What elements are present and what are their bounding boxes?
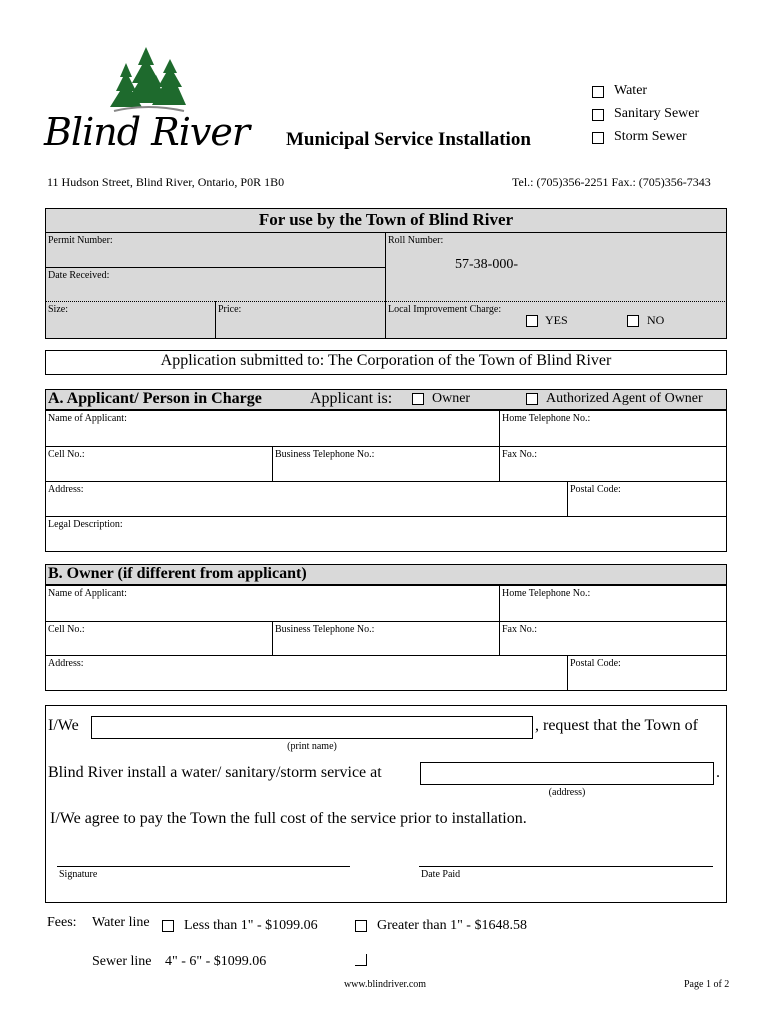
- b-business-tel-field[interactable]: Business Telephone No.:: [275, 624, 375, 635]
- form-title: Municipal Service Installation: [286, 129, 531, 150]
- a-home-tel-field[interactable]: Home Telephone No.:: [502, 413, 591, 424]
- applicant-is-label: Applicant is:: [310, 390, 393, 407]
- town-contact: Tel.: (705)356-2251 Fax.: (705)356-7343: [512, 175, 711, 189]
- water-label: Water: [614, 83, 648, 98]
- water-less-label: Less than 1" - $1099.06: [184, 918, 318, 933]
- print-name-caption: (print name): [287, 741, 337, 752]
- lic-yes-checkbox[interactable]: [526, 315, 538, 327]
- install-text: Blind River install a water/ sanitary/storm service at: [48, 764, 382, 781]
- request-text: , request that the Town of: [535, 717, 698, 734]
- water-less-checkbox[interactable]: [162, 920, 174, 932]
- roll-number-label: Roll Number:: [388, 235, 444, 246]
- water-checkbox[interactable]: [592, 86, 604, 98]
- a-address-field[interactable]: Address:: [48, 484, 84, 495]
- local-improvement-label: Local Improvement Charge:: [388, 304, 502, 315]
- a-fax-field[interactable]: Fax No.:: [502, 449, 537, 460]
- owner-label: Owner: [432, 391, 471, 406]
- install-period: .: [716, 764, 720, 781]
- date-paid-line[interactable]: [419, 866, 713, 867]
- fees-label: Fees:: [47, 915, 77, 930]
- storm-sewer-checkbox[interactable]: [592, 132, 604, 144]
- logo-text: Blind River: [44, 110, 249, 154]
- a-legal-field[interactable]: Legal Description:: [48, 519, 123, 530]
- office-use-title: For use by the Town of Blind River: [258, 210, 514, 229]
- section-a-title: A. Applicant/ Person in Charge: [48, 390, 262, 407]
- sewer-line-label: Sewer line: [92, 954, 152, 969]
- date-paid-caption: Date Paid: [421, 869, 461, 880]
- sanitary-sewer-label: Sanitary Sewer: [614, 106, 700, 121]
- owner-checkbox[interactable]: [412, 393, 424, 405]
- page-number: Page 1 of 2: [684, 979, 730, 990]
- b-postal-field[interactable]: Postal Code:: [570, 658, 621, 669]
- b-cell-field[interactable]: Cell No.:: [48, 624, 85, 635]
- trees-logo-icon: [108, 45, 188, 117]
- a-cell-field[interactable]: Cell No.:: [48, 449, 85, 460]
- a-postal-field[interactable]: Postal Code:: [570, 484, 621, 495]
- lic-yes-label: YES: [545, 313, 568, 327]
- agent-label: Authorized Agent of Owner: [546, 391, 703, 406]
- service-address-input[interactable]: [420, 762, 714, 785]
- sewer-checkbox[interactable]: [355, 954, 367, 966]
- submitted-to-text: Application submitted to: The Corporation of the Town of Blind River: [160, 352, 612, 369]
- section-b-grid: [45, 585, 727, 691]
- lic-no-checkbox[interactable]: [627, 315, 639, 327]
- print-name-input[interactable]: [91, 716, 533, 739]
- lic-no-label: NO: [647, 313, 665, 327]
- price-field[interactable]: Price:: [218, 304, 242, 315]
- iwe-label: I/We: [48, 717, 79, 734]
- b-fax-field[interactable]: Fax No.:: [502, 624, 537, 635]
- section-b-title: B. Owner (if different from applicant): [48, 565, 307, 582]
- permit-number-field[interactable]: Permit Number:: [48, 235, 113, 246]
- footer-website[interactable]: www.blindriver.com: [343, 979, 427, 990]
- roll-number-value[interactable]: 57-38-000-: [455, 257, 518, 272]
- agree-text: I/We agree to pay the Town the full cost of the service prior to installation.: [50, 810, 527, 827]
- storm-sewer-label: Storm Sewer: [614, 129, 687, 144]
- agent-checkbox[interactable]: [526, 393, 538, 405]
- water-greater-label: Greater than 1" - $1648.58: [377, 918, 527, 933]
- water-line-label: Water line: [92, 915, 150, 930]
- town-address: 11 Hudson Street, Blind River, Ontario, P0R 1B0: [47, 175, 285, 189]
- signature-line[interactable]: [57, 866, 350, 867]
- signature-caption: Signature: [59, 869, 98, 880]
- sewer-price-label: 4" - 6" - $1099.06: [165, 954, 267, 969]
- date-received-field[interactable]: Date Received:: [48, 270, 110, 281]
- b-home-tel-field[interactable]: Home Telephone No.:: [502, 588, 591, 599]
- a-name-field[interactable]: Name of Applicant:: [48, 413, 127, 424]
- water-greater-checkbox[interactable]: [355, 920, 367, 932]
- address-caption: (address): [548, 787, 586, 798]
- size-field[interactable]: Size:: [48, 304, 68, 315]
- b-address-field[interactable]: Address:: [48, 658, 84, 669]
- a-business-tel-field[interactable]: Business Telephone No.:: [275, 449, 375, 460]
- sanitary-sewer-checkbox[interactable]: [592, 109, 604, 121]
- b-name-field[interactable]: Name of Applicant:: [48, 588, 127, 599]
